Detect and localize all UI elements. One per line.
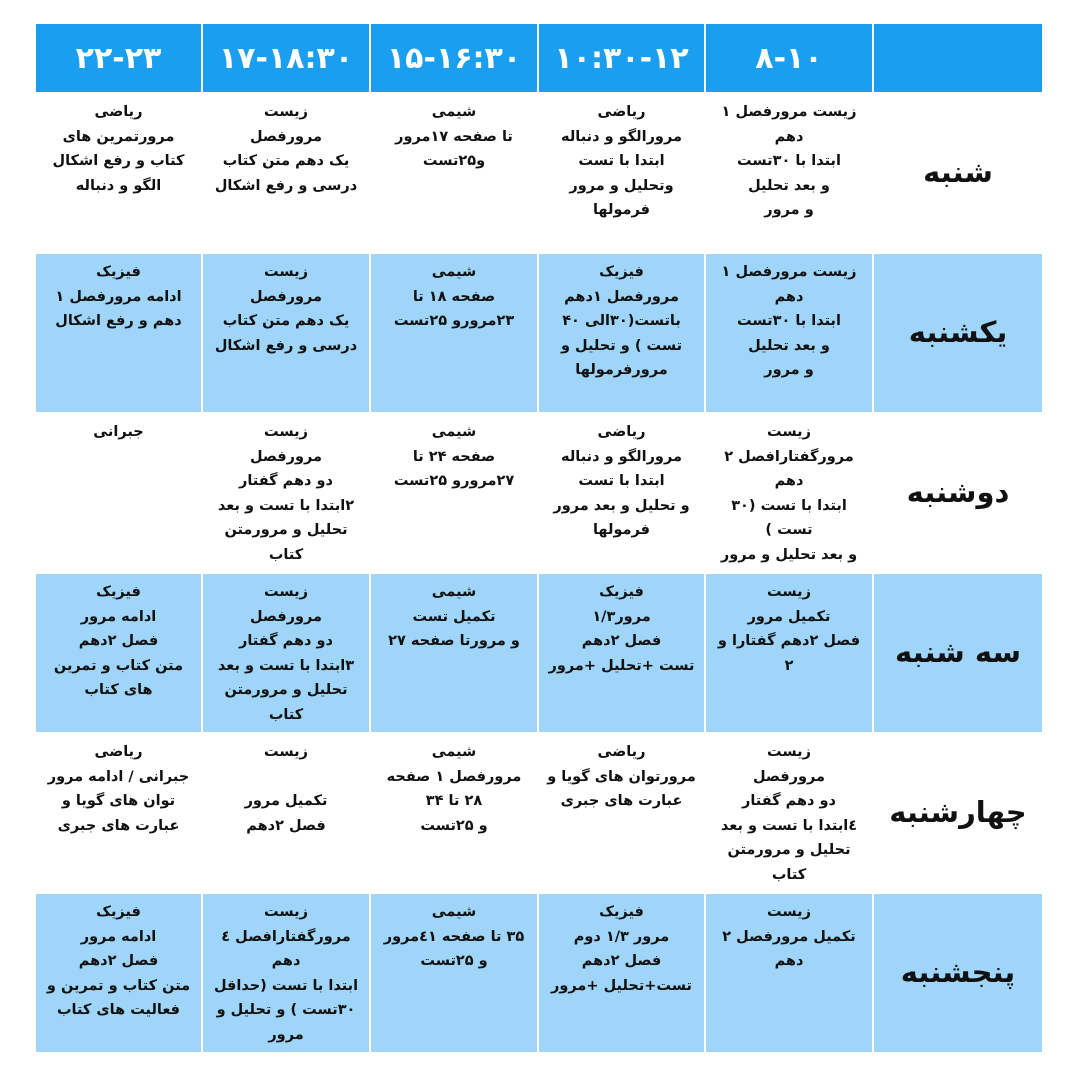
schedule-cell-line: ابتدا با تست: [578, 473, 665, 489]
schedule-cell-line: تحلیل و مرورمتن: [224, 522, 348, 538]
schedule-cell-line: مرورتوان های گویا و: [547, 768, 696, 785]
schedule-cell: [36, 892, 201, 1052]
schedule-cell-line: فرمولها: [592, 522, 651, 538]
schedule-cell-line: ۳۵ تا صفحه ٤۱مرور: [383, 928, 525, 945]
schedule-cell-line: ٤ابتدا با تست و بعد: [720, 817, 858, 834]
schedule-cell-line: تکمیل تست: [412, 608, 496, 625]
schedule-cell-line: ابتدا با ۳۰تست: [737, 153, 841, 169]
schedule-cell-line: مرورتمرین های: [62, 128, 175, 145]
header-time-22-23: ۲۲-۲۳: [36, 24, 201, 92]
schedule-cell-line: کتاب: [771, 866, 807, 883]
schedule-cell-line: شیمی: [431, 264, 477, 280]
schedule-cell: [36, 572, 201, 732]
schedule-cell-line: فصل ۲دهم: [246, 817, 326, 834]
schedule-cell: [539, 892, 704, 1052]
schedule-cell-line: زیست: [264, 264, 308, 280]
schedule-cell: [539, 252, 704, 412]
schedule-cell: [371, 252, 537, 412]
schedule-cell-line: ریاضی: [597, 744, 646, 760]
schedule-cell-line: مرور۱/۳: [592, 608, 651, 625]
header-time-15-16-30: ۱۵-۱۶:۳۰: [371, 24, 537, 92]
schedule-cell-line: تکمیل مرور: [747, 608, 831, 625]
schedule-cell: [539, 412, 704, 572]
schedule-cell-line: وتحلیل و مرور: [569, 177, 674, 194]
schedule-cell-line: ادامه مرور: [80, 608, 157, 625]
day-label: چهارشنبه: [874, 732, 1042, 892]
day-label: پنجشنبه: [874, 892, 1042, 1052]
schedule-cell-line: زیست مرورفصل ۱: [721, 104, 857, 120]
schedule-cell: [203, 892, 369, 1052]
schedule-cell: [539, 92, 704, 252]
schedule-cell-line: شیمی: [431, 904, 477, 920]
schedule-cell-line: تست ) و تحلیل و: [560, 337, 683, 354]
schedule-cell-line: الگو و دنباله: [75, 177, 162, 194]
day-label: شنبه: [874, 92, 1042, 252]
schedule-cell-line: تکمیل مرورفصل ۲: [722, 928, 856, 945]
schedule-cell-line: های کتاب: [84, 682, 153, 698]
schedule-cell-line: ۲۷مرورو ۲۵تست: [393, 473, 515, 489]
schedule-cell-line: شیمی: [431, 424, 477, 440]
schedule-cell-line: فیزیک: [96, 264, 141, 280]
schedule-cell-line: تست+تحلیل +مرور: [551, 977, 692, 994]
schedule-cell-line: و بعد تحلیل: [748, 337, 830, 354]
schedule-cell-line: فیزیک: [96, 584, 141, 600]
schedule-cell-line: درسی و رفع اشکال: [214, 337, 358, 354]
schedule-cell: [36, 732, 201, 892]
schedule-cell-line: [283, 765, 288, 790]
schedule-cell-line: زیست: [264, 104, 308, 120]
schedule-cell-line: فصل ۲دهم: [78, 633, 159, 649]
schedule-cell-line: ابتدا با تست (حداقل: [213, 977, 359, 994]
schedule-cell-line: توان های گویا و: [61, 793, 176, 809]
schedule-cell-line: ۲: [784, 657, 794, 674]
schedule-cell: [371, 572, 537, 732]
schedule-cell-line: فعالیت های کتاب: [56, 1002, 181, 1018]
schedule-cell-line: زیست: [767, 584, 811, 600]
schedule-cell: [706, 572, 872, 732]
schedule-cell-line: ریاضی: [94, 744, 143, 760]
header-time-17-18-30: ۱۷-۱۸:۳۰: [203, 24, 369, 92]
schedule-cell-line: متن کتاب و تمرین: [53, 657, 184, 674]
schedule-cell-line: مرورگفتارافصل ٤: [221, 928, 351, 945]
schedule-cell-line: متن کتاب و تمرین و: [46, 977, 191, 994]
schedule-cell-line: کتاب: [268, 546, 304, 563]
schedule-cell-line: فصل ۲دهم گفتارا و: [717, 633, 861, 649]
day-label: سه شنبه: [874, 572, 1042, 732]
schedule-cell-line: مرورفصل: [249, 448, 323, 465]
schedule-cell-line: مرورفصل ۱دهم: [564, 288, 679, 305]
schedule-cell-line: صفحه ۲۴ تا: [412, 448, 496, 465]
schedule-cell: [706, 412, 872, 572]
schedule-cell-line: ۲۸ تا ۳۴: [425, 793, 483, 809]
schedule-cell-line: ریاضی: [94, 104, 143, 120]
schedule-cell-line: فصل ۲دهم: [78, 953, 159, 969]
schedule-cell-line: و ۲۵تست: [420, 953, 488, 969]
schedule-cell-line: و تحلیل و بعد مرور: [553, 497, 690, 514]
schedule-cell-line: دهم: [774, 953, 804, 969]
schedule-cell-line: مرورفصل: [249, 288, 323, 305]
schedule-cell-line: شیمی: [431, 744, 477, 760]
schedule-cell-line: تحلیل و مرورمتن: [727, 842, 851, 858]
schedule-cell-line: جبرانی: [93, 424, 144, 440]
day-label: یکشنبه: [874, 252, 1042, 412]
schedule-cell-line: دهم: [774, 473, 804, 489]
schedule-cell-line: تست +تحلیل +مرور: [548, 657, 695, 674]
schedule-cell-line: و مرورتا صفحه ۲۷: [388, 633, 520, 649]
schedule-cell: [371, 732, 537, 892]
schedule-cell-line: دهم و رفع اشکال: [55, 313, 182, 329]
schedule-cell-line: فیزیک: [599, 264, 644, 280]
schedule-cell-line: جبرانی / ادامه مرور: [47, 768, 190, 785]
schedule-cell-line: تکمیل مرور: [244, 793, 328, 809]
schedule-cell-line: دو دهم گفتار: [742, 793, 836, 809]
schedule-cell-line: ادامه مرورفصل ۱: [55, 288, 182, 305]
schedule-cell-line: صفحه ۱۸ تا: [412, 288, 496, 305]
schedule-cell-line: تا صفحه ۱۷مرور: [395, 128, 513, 145]
schedule-cell-line: شیمی: [431, 584, 477, 600]
schedule-cell-line: فصل ۲دهم: [581, 633, 662, 649]
schedule-cell: [203, 732, 369, 892]
schedule-cell-line: زیست: [767, 424, 811, 440]
schedule-cell-line: عبارت های جبری: [57, 817, 180, 834]
schedule-cell-line: دهم: [774, 128, 804, 145]
schedule-cell-line: کتاب: [268, 706, 304, 723]
row-divider: [36, 572, 1046, 574]
schedule-cell-line: ۳۰تست ) و تحلیل و: [216, 1002, 356, 1018]
schedule-cell: [371, 892, 537, 1052]
schedule-cell: [203, 412, 369, 572]
schedule-cell-line: دو دهم گفتار: [239, 473, 333, 489]
schedule-cell-line: ابتدا با تست: [578, 153, 665, 169]
schedule-cell-line: فیزیک: [96, 904, 141, 920]
schedule-cell-line: یک دهم متن کتاب: [222, 313, 350, 329]
row-divider: [36, 892, 1046, 894]
schedule-cell-line: مرورفصل: [249, 608, 323, 625]
schedule-cell: [371, 412, 537, 572]
schedule-cell-line: مرورفرمولها: [575, 362, 668, 378]
schedule-cell-line: و مرور: [764, 362, 814, 378]
schedule-cell-line: و بعد تحلیل و مرور: [720, 546, 858, 563]
schedule-cell: [706, 732, 872, 892]
schedule-cell: [36, 252, 201, 412]
schedule-cell-line: عبارت های جبری: [560, 793, 683, 809]
schedule-cell-line: ابتدا با ۳۰تست: [737, 313, 841, 329]
schedule-cell-line: دهم: [271, 953, 301, 969]
schedule-cell-line: تحلیل و مرورمتن: [224, 682, 348, 698]
schedule-cell-line: زیست: [264, 904, 308, 920]
schedule-cell-line: ابتدا با تست (۳۰: [731, 497, 847, 514]
schedule-cell-line: زیست: [264, 744, 308, 760]
header-time-10-30-12: ۱۰:۳۰-۱۲: [539, 24, 704, 92]
schedule-cell-line: و مرور: [764, 202, 814, 218]
schedule-cell-line: مرورالگو و دنباله: [561, 128, 682, 145]
schedule-cell-line: دهم: [774, 288, 804, 305]
schedule-cell: [36, 92, 201, 252]
schedule-cell-line: ریاضی: [597, 424, 646, 440]
schedule-cell-line: باتست(۳۰الی ۴۰: [562, 313, 681, 329]
schedule-cell-line: زیست: [767, 904, 811, 920]
schedule-cell-line: ۳ابتدا با تست و بعد: [217, 657, 355, 674]
schedule-cell-line: ۲۳مرورو ۲۵تست: [393, 313, 515, 329]
schedule-cell-line: مرورگفتارافصل ۲: [724, 448, 854, 465]
schedule-cell-line: مرورفصل ۱ صفحه: [386, 768, 522, 785]
schedule-cell: [203, 252, 369, 412]
schedule-cell-line: درسی و رفع اشکال: [214, 177, 358, 194]
schedule-cell: [706, 892, 872, 1052]
schedule-cell-line: ادامه مرور: [80, 928, 157, 945]
schedule-cell-line: تست ): [765, 522, 813, 538]
schedule-cell-line: و ۲۵تست: [420, 817, 488, 834]
schedule-cell-line: زیست: [264, 584, 308, 600]
schedule-cell-line: زیست: [767, 744, 811, 760]
schedule-cell: [706, 252, 872, 412]
schedule-cell: [539, 732, 704, 892]
schedule-cell-line: فرمولها: [592, 202, 651, 218]
schedule-cell-line: مرور ۱/۳ دوم: [573, 928, 670, 945]
schedule-cell-line: مرورالگو و دنباله: [561, 448, 682, 465]
schedule-cell-line: ۲ابتدا با تست و بعد: [217, 497, 355, 514]
schedule-cell-line: مرورفصل: [752, 768, 826, 785]
row-divider: [36, 92, 1046, 94]
schedule-cell-line: فیزیک: [599, 904, 644, 920]
schedule-cell-line: و بعد تحلیل: [748, 177, 830, 194]
schedule-cell-line: یک دهم متن کتاب: [222, 153, 350, 169]
schedule-cell: [203, 572, 369, 732]
schedule-cell-line: مرورفصل: [249, 128, 323, 145]
schedule-cell: [371, 92, 537, 252]
schedule-cell-line: و۲۵تست: [422, 153, 486, 169]
schedule-cell-line: کتاب و رفع اشکال: [52, 153, 185, 169]
row-divider: [36, 1052, 1046, 1054]
schedule-cell-line: فیزیک: [599, 584, 644, 600]
row-divider: [36, 732, 1046, 734]
schedule-cell: [539, 572, 704, 732]
schedule-cell: [36, 412, 201, 572]
schedule-cell: [203, 92, 369, 252]
schedule-cell-line: فصل ۲دهم: [581, 953, 662, 969]
row-divider: [36, 252, 1046, 254]
schedule-cell-line: مرور: [268, 1026, 304, 1043]
schedule-cell-line: ریاضی: [597, 104, 646, 120]
header-time-8-10: ۸-۱۰: [706, 24, 872, 92]
day-label: دوشنبه: [874, 412, 1042, 572]
schedule-cell-line: زیست: [264, 424, 308, 440]
schedule-cell-line: زیست مرورفصل ۱: [721, 264, 857, 280]
row-divider: [36, 412, 1046, 414]
schedule-cell-line: شیمی: [431, 104, 477, 120]
header-corner: [874, 24, 1042, 92]
schedule-cell-line: دو دهم گفتار: [239, 633, 333, 649]
schedule-cell: [706, 92, 872, 252]
weekly-study-schedule-table: [36, 24, 1046, 1052]
